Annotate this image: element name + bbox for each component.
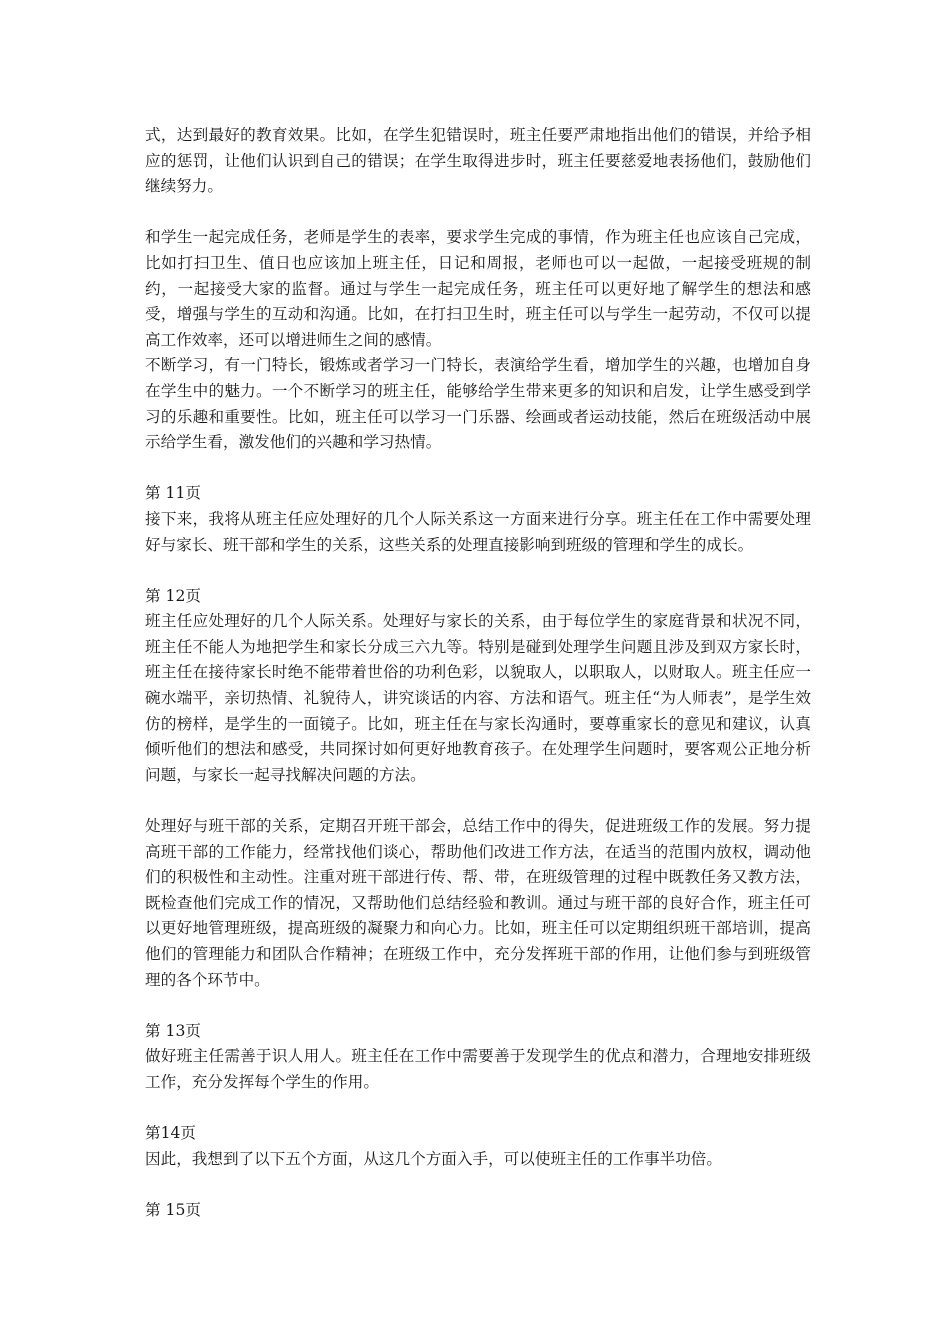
paragraph-keep-learning: 不断学习，有一门特长，锻炼或者学习一门特长，表演给学生看，增加学生的兴趣，也增加自身在学生中的魅力。一个不断学习的班主任，能够给学生带来更多的知识和启发，让学生感受到学习的乐趣和重要性。比如，班主任可以学习一门乐器、绘画或者运动技能，然后在班级活动中展示给学生看，激发他们的兴趣和学习热情。 [145, 356, 811, 452]
paragraph-class-leaders-relationship: 处理好与班干部的关系，定期召开班干部会，总结工作中的得失，促进班级工作的发展。努力提高班干部的工作能力，经常找他们谈心，帮助他们改进工作方法，在适当的范围内放权，调动他们的积极性和主动性。注重对班干部进行传、帮、带，在班级管理的过程中既教任务又教方法，既检查他们完成工作的情况，又帮助他们总结经验和教训。通过与班干部的良好合作，班主任可以更好地管理班级，提高班级的凝聚力和向心力。比如，班主任可以定期组织班干部培训，提高他们的管理能力和团队合作精神；在班级工作中，充分发挥班干部的作用，让他们参与到班级管理的各个环节中。 [145, 817, 811, 989]
paragraph-relationships-intro: 接下来，我将从班主任应处理好的几个人际关系这一方面来进行分享。班主任在工作中需要处理好与家长、班干部和学生的关系，这些关系的处理直接影响到班级的管理和学生的成长。 [145, 509, 811, 554]
paragraph-gap [145, 788, 811, 814]
page-label-13: 第 13页 [145, 1021, 201, 1040]
document-body [145, 123, 811, 1224]
page-label-14: 第14页 [145, 1124, 197, 1143]
paragraph-gap [145, 993, 811, 1019]
page-label-15: 第 15页 [145, 1200, 201, 1219]
paragraph-gap [145, 558, 811, 584]
page-label-11: 第 11页 [145, 484, 201, 503]
paragraph-recognize-talent: 做好班主任需善于识人用人。班主任在工作中需要善于发现学生的优点和潜力，合理地安排班级工作，充分发挥每个学生的作用。 [145, 1047, 811, 1091]
paragraph-complete-tasks: 和学生一起完成任务，老师是学生的表率，要求学生完成的事情，作为班主任也应该自己完成，比如打扫卫生、值日也应该加上班主任，日记和周报，老师也可以一起做，一起接受班规的制约，一起接受大家的监督。通过与学生一起完成任务，班主任可以更好地了解学生的想法和感受，增强与学生的互动和沟通。比如，在打扫卫生时，班主任可以与学生一起劳动，不仅可以提高工作效率，还可以增进师生之间的感情。 [145, 228, 811, 349]
paragraph-five-aspects: 因此，我想到了以下五个方面，从这几个方面入手，可以使班主任的工作事半功倍。 [145, 1149, 722, 1168]
paragraph-parents-relationship: 班主任应处理好的几个人际关系。处理好与家长的关系，由于每位学生的家庭背景和状况不同，班主任不能人为地把学生和家长分成三六九等。特别是碰到处理学生问题且涉及到双方家长时，班主任在接待家长时绝不能带着世俗的功利色彩，以貌取人，以职取人，以财取人。班主任应一碗水端平，亲切热情、礼貌待人，讲究谈话的内容、方法和语气。班主任“为人师表”，是学生效仿的榜样，是学生的一面镜子。比如，班主任在与家长沟通时，要尊重家长的意见和建议，认真倾听他们的想法和感受，共同探讨如何更好地教育孩子。在处理学生问题时，要客观公正地分析问题，与家长一起寻找解决问题的方法。 [145, 612, 811, 784]
page-label-12: 第 12页 [145, 586, 201, 605]
paragraph-gap [145, 1172, 811, 1198]
paragraph-gap [145, 1096, 811, 1122]
paragraph-education-effect: 式，达到最好的教育效果。比如，在学生犯错误时，班主任要严肃地指出他们的错误，并给予相应的惩罚，让他们认识到自己的错误；在学生取得进步时，班主任要慈爱地表扬他们，鼓励他们继续努力。 [145, 126, 811, 196]
paragraph-gap [145, 456, 811, 482]
paragraph-gap [145, 200, 811, 226]
